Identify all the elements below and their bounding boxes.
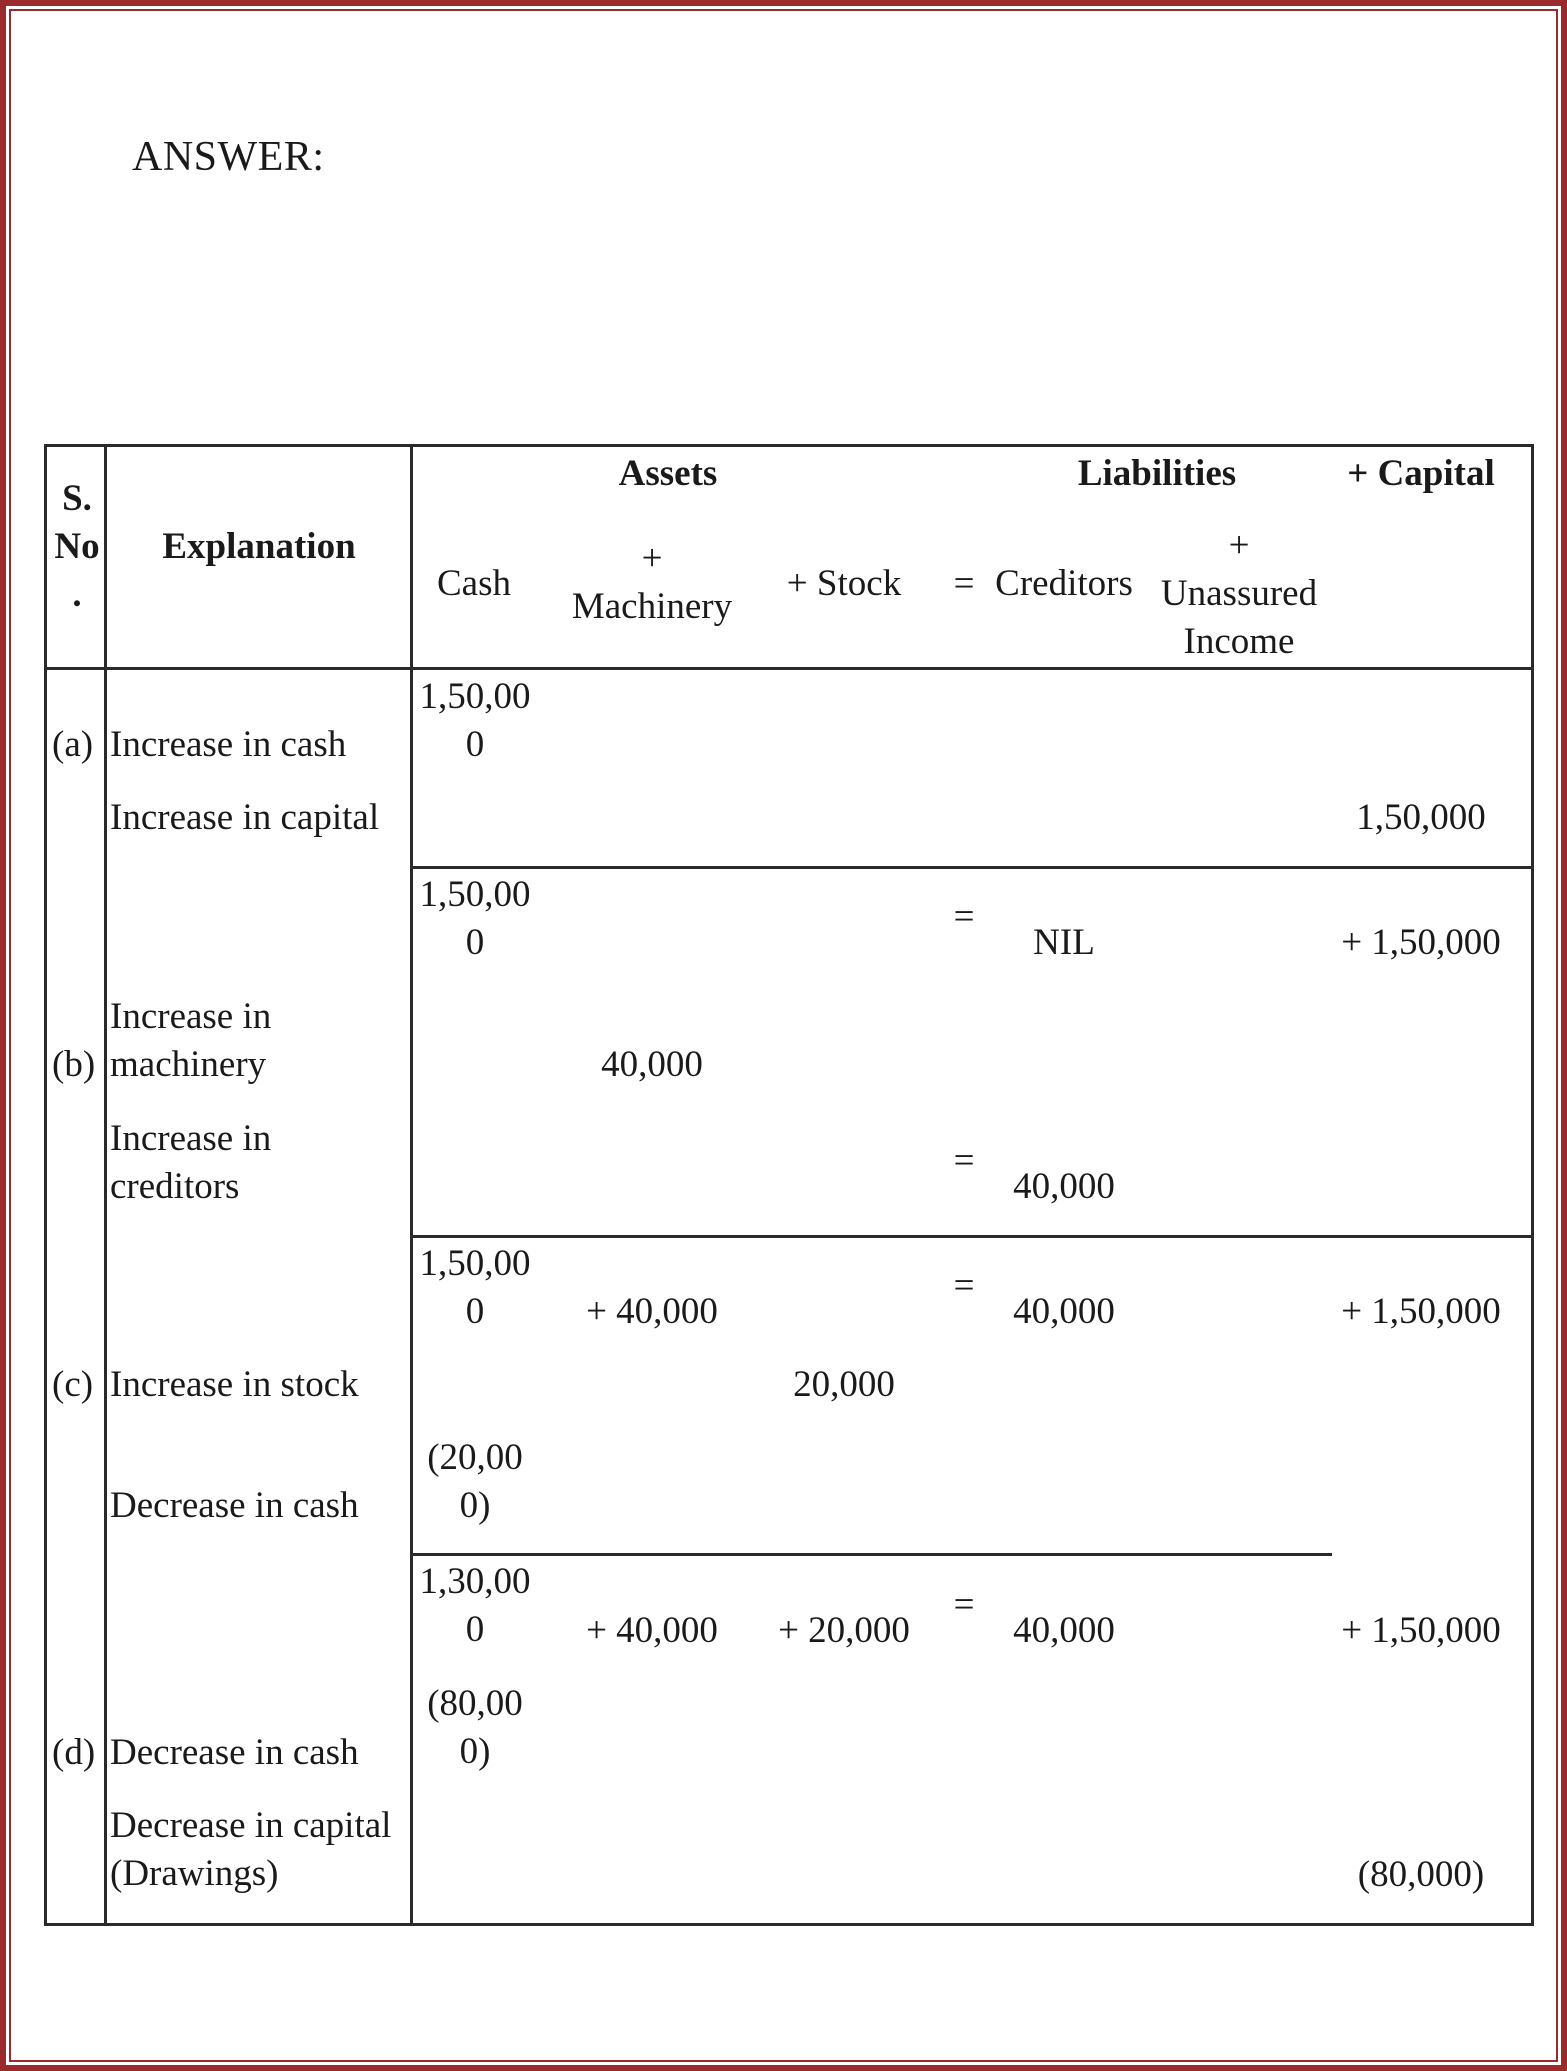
row-b-creditors: 40,000 [1013,1166,1115,1207]
row-c-balance-cash: 1,50,00 0 [419,1243,531,1332]
row-c-balance-creditors: 40,000 [1013,1291,1115,1332]
row-c-balance-equals: = [953,1265,975,1306]
header-liabilities: Liabilities [1077,453,1237,494]
row-a-cash: 1,50,00 0 [419,676,531,765]
row-d-cash: (80,00 0) [427,1683,523,1772]
row-b-equals: = [953,1140,975,1181]
header-sno: S. No . [54,478,100,615]
rule-row-b [410,1235,1534,1238]
row-d-label: (d) [52,1732,96,1773]
row-d-balance-stock: + 20,000 [778,1610,910,1651]
header-cash: Cash [437,563,511,604]
row-b-label: (b) [52,1044,96,1085]
row-d-balance-capital: + 1,50,000 [1341,1610,1501,1651]
row-b-expl-creditors: Increase in creditors [110,1118,272,1207]
row-d-balance-equals: = [953,1584,975,1625]
answer-heading: ANSWER: [132,134,325,180]
header-capital: + Capital [1347,453,1495,494]
header-machinery: Machinery [571,586,733,627]
header-stock: + Stock [786,563,902,604]
header-creditors: Creditors [995,563,1133,604]
row-a-expl-cash: Increase in cash [110,724,347,765]
row-c-balance-machinery: + 40,000 [586,1291,718,1332]
row-b-machinery: 40,000 [601,1044,703,1085]
rule-row-c [410,1553,1332,1556]
row-a-capital: 1,50,000 [1356,797,1486,838]
row-c-cash: (20,00 0) [427,1437,523,1526]
row-c-balance-capital: + 1,50,000 [1341,1291,1501,1332]
row-c-expl-stock: Increase in stock [110,1364,359,1405]
row-b-balance-cash: 1,50,00 0 [419,874,531,963]
row-c-expl-cash: Decrease in cash [110,1485,359,1526]
row-d-expl-capital: Decrease in capital (Drawings) [110,1805,392,1894]
header-machinery-plus: + [641,538,663,579]
row-a-expl-capital: Increase in capital [110,797,380,838]
rule-header-bottom [44,667,1534,670]
row-d-balance-machinery: + 40,000 [586,1610,718,1651]
rule-row-a [410,866,1534,869]
row-b-balance-capital: + 1,50,000 [1341,922,1501,963]
row-a-label: (a) [52,724,94,765]
row-b-balance-equals: = [953,896,975,937]
row-d-expl-cash: Decrease in cash [110,1732,359,1773]
header-equals: = [953,563,975,604]
row-c-stock: 20,000 [793,1364,895,1405]
row-b-balance-creditors: NIL [1033,922,1095,963]
row-d-balance-cash: 1,30,00 0 [419,1561,531,1650]
row-c-label: (c) [52,1364,94,1405]
row-d-capital: (80,000) [1357,1854,1485,1895]
header-unassured-plus: + [1228,525,1250,566]
header-unassured: Unassured [1160,573,1318,614]
row-d-balance-creditors: 40,000 [1013,1610,1115,1651]
header-explanation: Explanation [162,526,356,567]
row-b-expl-machinery: Increase in machinery [110,996,272,1085]
header-income: Income [1183,621,1295,662]
header-assets: Assets [618,453,718,494]
